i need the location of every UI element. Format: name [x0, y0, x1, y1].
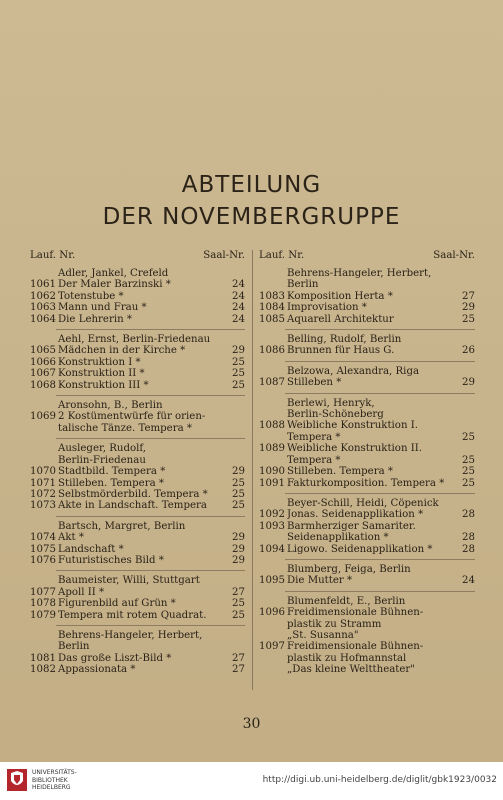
- artwork-title: Freidimensionale Bühnen-: [287, 607, 424, 619]
- artist-entry: [259, 493, 475, 555]
- entry-separator: [285, 559, 475, 560]
- room-number: 25: [232, 477, 245, 489]
- artwork-title: Der Maler Barzinski *: [58, 279, 171, 291]
- artwork-item: [259, 521, 475, 532]
- artwork-item: [259, 455, 475, 466]
- library-name: [32, 769, 77, 792]
- room-number: 28: [462, 532, 475, 544]
- catalog-number: 1073: [30, 500, 56, 512]
- header-lauf-nr: Lauf. Nr.: [30, 250, 76, 261]
- room-number: 25: [232, 356, 245, 368]
- artist-entry: [30, 570, 245, 621]
- catalog-number: 1094: [259, 543, 285, 555]
- artwork-item: [30, 664, 245, 675]
- artist-entry: [30, 329, 245, 391]
- artwork-item: [259, 619, 475, 630]
- entry-separator: [285, 393, 475, 394]
- catalog-number: 1092: [259, 509, 285, 521]
- catalog-number: 1071: [30, 477, 56, 489]
- room-number: 27: [232, 586, 245, 598]
- artwork-item: [259, 443, 475, 454]
- left-column: [30, 250, 245, 676]
- entry-separator: [285, 493, 475, 494]
- artwork-item: [259, 432, 475, 443]
- artwork-title: Tempera *: [287, 431, 341, 443]
- room-number: 25: [232, 368, 245, 380]
- artwork-title: Landschaft *: [58, 543, 124, 555]
- page-number: 30: [242, 716, 261, 732]
- room-number: 25: [462, 431, 475, 443]
- catalog-number: 1072: [30, 488, 56, 500]
- artist-name: Aronsohn, B., Berlin: [58, 400, 163, 412]
- room-number: 24: [232, 279, 245, 291]
- header-saal-nr: Saal-Nr.: [433, 250, 475, 261]
- room-number: 29: [232, 554, 245, 566]
- artwork-title: Figurenbild auf Grün *: [58, 598, 176, 610]
- room-number: 29: [462, 377, 475, 389]
- artwork-title: Das große Liszt-Bild *: [58, 652, 172, 664]
- catalog-number: 1077: [30, 586, 56, 598]
- catalog-number: 1062: [30, 290, 56, 302]
- artwork-title: Selbstmörderbild. Tempera *: [58, 488, 208, 500]
- artwork-title: Akt *: [58, 532, 84, 544]
- artwork-title: Weibliche Konstruktion I.: [287, 420, 419, 432]
- artwork-title: Tempera *: [287, 454, 341, 466]
- room-number: 24: [232, 290, 245, 302]
- artwork-item: [30, 587, 245, 598]
- artwork-title: Mann und Frau *: [58, 302, 147, 314]
- artwork-item: [30, 345, 245, 356]
- section-title-line2: DER NOVEMBERGRUPPE: [102, 204, 401, 230]
- artwork-title: Freidimensionale Bühnen-: [287, 641, 424, 653]
- room-number: 27: [232, 664, 245, 676]
- artwork-item: [30, 500, 245, 511]
- artwork-item: [259, 641, 475, 652]
- artwork-item: [30, 279, 245, 290]
- artwork-item: [259, 664, 475, 675]
- catalog-number: 1066: [30, 356, 56, 368]
- artwork-title: Improvisation *: [287, 302, 367, 314]
- artwork-title: Mädchen in der Kirche *: [58, 345, 186, 357]
- catalog-number: 1084: [259, 302, 285, 314]
- catalog-number: 1082: [30, 664, 56, 676]
- artwork-item: [30, 610, 245, 621]
- artwork-item: [30, 411, 245, 422]
- catalog-number: 1068: [30, 379, 56, 391]
- header-saal-nr: Saal-Nr.: [203, 250, 245, 261]
- artwork-title: Brunnen für Haus G.: [287, 345, 395, 357]
- room-number: 29: [232, 345, 245, 357]
- library-line3: HEIDELBERG: [32, 784, 71, 791]
- room-number: 29: [232, 466, 245, 478]
- artwork-title: Konstruktion II *: [58, 368, 145, 380]
- entry-separator: [56, 438, 245, 439]
- entry-separator: [285, 329, 475, 330]
- artwork-item: [30, 423, 245, 434]
- artwork-title: Stilleben. Tempera *: [58, 477, 164, 489]
- artwork-item: [30, 368, 245, 379]
- artwork-title: Stadtbild. Tempera *: [58, 466, 166, 478]
- artist-name: Belzowa, Alexandra, Riga: [287, 365, 420, 377]
- artwork-title: Barmherziger Samariter.: [287, 520, 416, 532]
- artwork-item: [30, 653, 245, 664]
- artwork-title: plastik zu Stramm: [287, 618, 382, 630]
- artwork-title: Seidenapplikation *: [287, 532, 389, 544]
- library-logo-icon: [6, 768, 28, 792]
- catalog-number: 1091: [259, 477, 285, 489]
- room-number: 26: [462, 345, 475, 357]
- artist-location: Berlin: [287, 279, 319, 291]
- room-number: 25: [462, 454, 475, 466]
- room-number: 25: [232, 500, 245, 512]
- catalog-number: 1086: [259, 345, 285, 357]
- artist-name: Beyer-Schill, Heidi, Cöpenick: [287, 497, 439, 509]
- artwork-item: [259, 466, 475, 477]
- catalog-number: 1089: [259, 443, 285, 455]
- room-number: 27: [232, 652, 245, 664]
- catalog-number: 1093: [259, 520, 285, 532]
- artist-entry: [259, 268, 475, 325]
- artwork-title: Jonas. Seidenapplikation *: [287, 509, 424, 521]
- artwork-title: plastik zu Hofmannstal: [287, 652, 407, 664]
- artist-name: Blumberg, Feiga, Berlin: [287, 563, 411, 575]
- artist-entry: [259, 393, 475, 489]
- artist-name: Behrens-Hangeler, Herbert,: [58, 629, 203, 641]
- artwork-title: Apoll II *: [58, 586, 105, 598]
- artwork-title: Akte in Landschaft. Tempera: [58, 500, 207, 512]
- artwork-title: Fakturkomposition. Tempera *: [287, 477, 445, 489]
- artist-entry: [259, 591, 475, 676]
- room-number: 27: [462, 290, 475, 302]
- artwork-item: [30, 555, 245, 566]
- artwork-title: Weibliche Konstruktion II.: [287, 443, 423, 455]
- catalog-number: 1079: [30, 609, 56, 621]
- catalog-number: 1087: [259, 377, 285, 389]
- catalog-number: 1064: [30, 313, 56, 325]
- entry-separator: [56, 329, 245, 330]
- artwork-item: [259, 544, 475, 555]
- artwork-item: [30, 598, 245, 609]
- catalog-number: 1097: [259, 641, 285, 653]
- catalog-number: 1067: [30, 368, 56, 380]
- artwork-item: [30, 302, 245, 313]
- artist-name: Ausleger, Rudolf,: [58, 443, 146, 455]
- artwork-title: Aquarell Architektur: [287, 313, 394, 325]
- artwork-item: [30, 291, 245, 302]
- artwork-item: [259, 653, 475, 664]
- artwork-title: Appassionata *: [58, 664, 136, 676]
- entry-separator: [285, 591, 475, 592]
- artist-name: Baumeister, Willi, Stuttgart: [58, 575, 200, 587]
- entry-separator: [56, 516, 245, 517]
- artwork-item: [259, 575, 475, 586]
- room-number: 25: [462, 477, 475, 489]
- catalog-number: 1085: [259, 313, 285, 325]
- artwork-item: [30, 544, 245, 555]
- artist-name: Adler, Jankel, Crefeld: [58, 268, 169, 279]
- catalog-number: 1088: [259, 420, 285, 432]
- room-number: 24: [462, 575, 475, 587]
- room-number: 25: [232, 379, 245, 391]
- artist-location: Berlin: [58, 641, 90, 653]
- entry-separator: [56, 395, 245, 396]
- room-number: 29: [232, 543, 245, 555]
- room-number: 28: [462, 509, 475, 521]
- artwork-title: Futuristisches Bild *: [58, 554, 164, 566]
- artwork-title: Tempera mit rotem Quadrat.: [58, 609, 207, 621]
- catalog-number: 1065: [30, 345, 56, 357]
- catalog-number: 1095: [259, 575, 285, 587]
- artwork-item: [259, 607, 475, 618]
- room-number: 25: [232, 598, 245, 610]
- artwork-title: Stilleben. Tempera *: [287, 466, 393, 478]
- artwork-title: Konstruktion III *: [58, 379, 149, 391]
- catalog-number: 1076: [30, 554, 56, 566]
- room-number: 25: [462, 313, 475, 325]
- column-divider: [252, 250, 253, 690]
- artist-entry: [259, 361, 475, 389]
- artwork-item: [259, 420, 475, 431]
- right-column: [259, 250, 475, 676]
- artist-entry: [30, 438, 245, 511]
- artist-name: Berlewi, Henryk,: [287, 397, 375, 409]
- artist-entry: [259, 329, 475, 357]
- room-number: 24: [232, 302, 245, 314]
- artwork-item: [259, 302, 475, 313]
- artwork-title: Totenstube *: [58, 290, 124, 302]
- entry-separator: [285, 361, 475, 362]
- artwork-item: [30, 489, 245, 500]
- artist-name: Aehl, Ernst, Berlin-Friedenau: [58, 334, 211, 346]
- room-number: 25: [232, 609, 245, 621]
- artist-location: Berlin-Schöneberg: [287, 409, 384, 421]
- artist-location: Berlin-Friedenau: [58, 454, 146, 466]
- entry-separator: [56, 570, 245, 571]
- artwork-item: [259, 509, 475, 520]
- artwork-title: „St. Susanna": [287, 629, 359, 641]
- catalog-number: 1096: [259, 607, 285, 619]
- room-number: 25: [462, 466, 475, 478]
- catalog-number: 1069: [30, 411, 56, 423]
- artwork-item: [259, 377, 475, 388]
- artwork-item: [259, 532, 475, 543]
- artwork-item: [259, 314, 475, 325]
- artwork-title: talische Tänze. Tempera *: [58, 422, 192, 434]
- catalog-number: 1083: [259, 290, 285, 302]
- catalog-number: 1070: [30, 466, 56, 478]
- catalog-number: 1061: [30, 279, 56, 291]
- library-line1: UNIVERSITÄTS-: [32, 769, 77, 776]
- artist-entry: [30, 268, 245, 325]
- artwork-item: [259, 345, 475, 356]
- artist-entry: [30, 395, 245, 434]
- source-url-link[interactable]: http://digi.ub.uni-heidelberg.de/diglit/gbk1923/0032: [262, 775, 497, 785]
- catalog-number: 1078: [30, 598, 56, 610]
- artwork-title: Die Mutter *: [287, 575, 353, 587]
- artwork-item: [30, 314, 245, 325]
- section-title-line1: ABTEILUNG: [181, 172, 322, 198]
- room-number: 24: [232, 313, 245, 325]
- artwork-item: [30, 357, 245, 368]
- artist-name: Bartsch, Margret, Berlin: [58, 520, 186, 532]
- room-number: 25: [232, 488, 245, 500]
- artist-entry: [259, 559, 475, 587]
- artist-name: Belling, Rudolf, Berlin: [287, 334, 402, 346]
- artwork-item: [30, 478, 245, 489]
- entry-separator: [56, 625, 245, 626]
- catalog-number: 1075: [30, 543, 56, 555]
- room-number: 29: [232, 532, 245, 544]
- column-header-right: [259, 250, 475, 264]
- column-header-left: [30, 250, 245, 264]
- artwork-item: [30, 532, 245, 543]
- artist-name: Blumenfeldt, E., Berlin: [287, 595, 406, 607]
- artwork-item: [259, 291, 475, 302]
- artwork-title: Stilleben *: [287, 377, 342, 389]
- library-line2: BIBLIOTHEK: [32, 776, 68, 784]
- catalog-number: 1074: [30, 532, 56, 544]
- artist-entry: [30, 516, 245, 567]
- catalog-number: 1081: [30, 652, 56, 664]
- artwork-title: Ligowo. Seidenapplikation *: [287, 543, 433, 555]
- room-number: 28: [462, 543, 475, 555]
- artwork-item: [259, 630, 475, 641]
- header-lauf-nr: Lauf. Nr.: [259, 250, 305, 261]
- catalog-number: 1090: [259, 466, 285, 478]
- artwork-item: [30, 466, 245, 477]
- artwork-title: „Das kleine Welttheater": [287, 664, 415, 676]
- artist-entry: [30, 625, 245, 676]
- artwork-title: Konstruktion I *: [58, 356, 141, 368]
- artist-name: Behrens-Hangeler, Herbert,: [287, 268, 432, 279]
- artwork-title: Komposition Herta *: [287, 290, 393, 302]
- artwork-title: Die Lehrerin *: [58, 313, 132, 325]
- artwork-title: 2 Kostümentwürfe für orien-: [58, 411, 206, 423]
- room-number: 29: [462, 302, 475, 314]
- artwork-item: [259, 478, 475, 489]
- footer-bar: [0, 762, 503, 800]
- catalog-number: 1063: [30, 302, 56, 314]
- artwork-item: [30, 380, 245, 391]
